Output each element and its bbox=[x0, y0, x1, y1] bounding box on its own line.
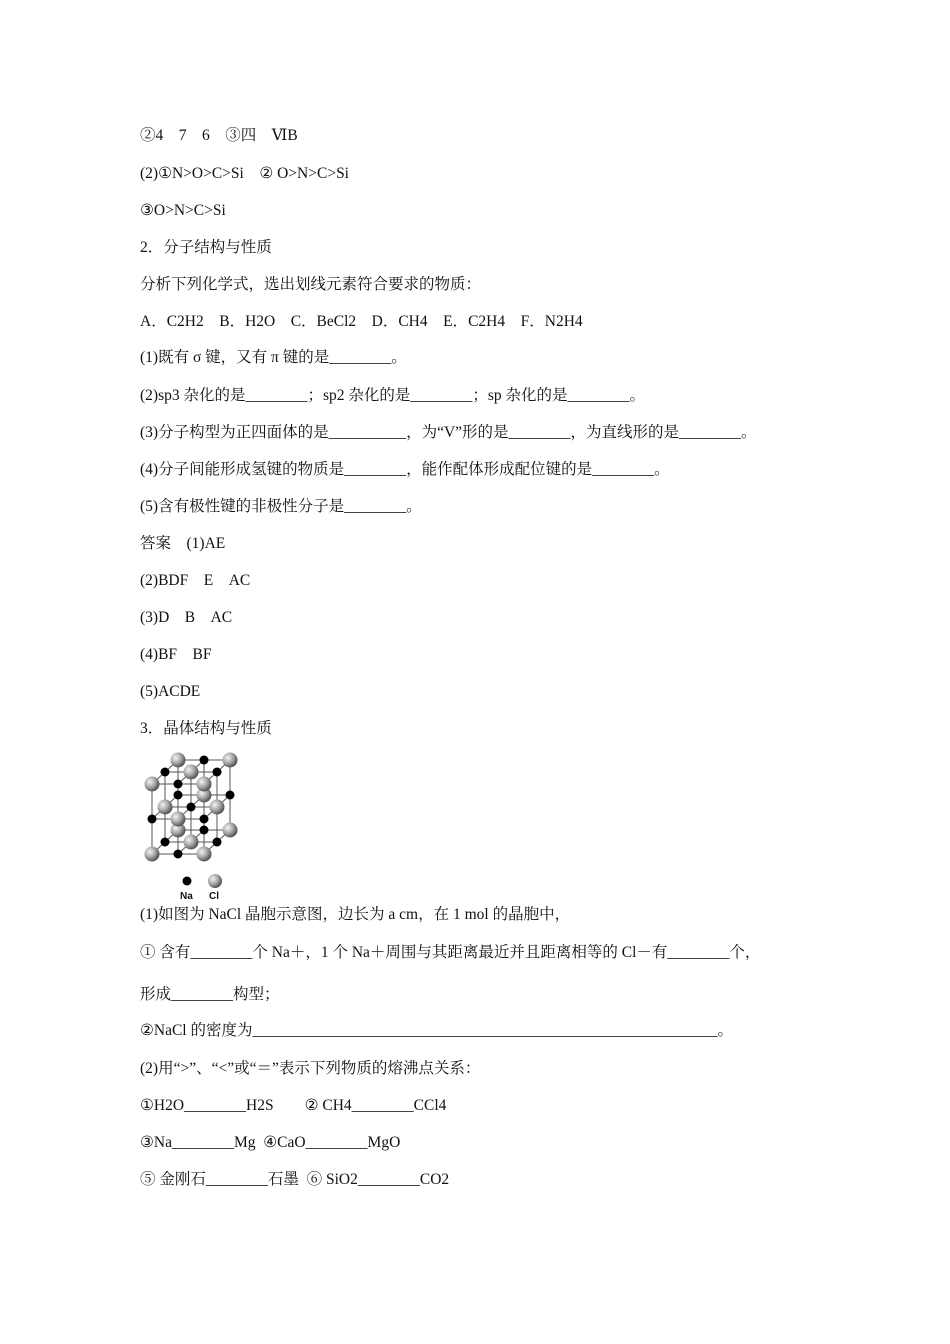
na-ion bbox=[174, 780, 183, 789]
cl-legend-icon bbox=[208, 874, 222, 888]
cl-ion bbox=[223, 753, 238, 768]
legend-cl-label: Cl bbox=[209, 891, 219, 902]
line-4: 分析下列化学式，选出划线元素符合要求的物质： bbox=[140, 276, 482, 293]
na-ion bbox=[213, 768, 222, 777]
question-1: (1)既有 σ 键，又有 π 键的是________。 bbox=[140, 349, 407, 366]
na-ion bbox=[174, 791, 183, 800]
crystal-q1-a-cont: 形成________构型； bbox=[140, 986, 280, 1003]
legend-symbols bbox=[178, 873, 238, 893]
na-ion bbox=[213, 838, 222, 847]
na-ion bbox=[200, 826, 209, 835]
cl-ion bbox=[197, 847, 212, 862]
na-ion bbox=[161, 838, 170, 847]
na-ion bbox=[161, 768, 170, 777]
line-1: (2)①N>O>C>Si ② O>N>C>Si bbox=[140, 165, 349, 182]
crystal-q1-b: ②NaCl 的密度为____________________________________________________________。 bbox=[140, 1022, 733, 1039]
cl-ion bbox=[145, 777, 160, 792]
cl-ion bbox=[171, 753, 186, 768]
na-legend-icon bbox=[183, 877, 192, 886]
section-heading: 2．分子结构与性质 bbox=[140, 239, 272, 256]
na-ion bbox=[200, 756, 209, 765]
answer-2: (2)BDF E AC bbox=[140, 572, 251, 589]
question-5: (5)含有极性键的非极性分子是________。 bbox=[140, 498, 422, 515]
nacl-crystal-figure bbox=[140, 748, 280, 888]
crystal-q2-1: ①H2O________H2S ② CH4________CCl4 bbox=[140, 1097, 447, 1114]
crystal-q2-3: ⑤ 金刚石________石墨 ⑥ SiO2________CO2 bbox=[140, 1171, 450, 1188]
question-4: (4)分子间能形成氢键的物质是________，能作配体形成配位键的是________。 bbox=[140, 461, 670, 478]
answer-line: 答案 (1)AE bbox=[140, 535, 226, 552]
line-5: A．C2H2 B．H2O C．BeCl2 D．CH4 E．C2H4 F．N2H4 bbox=[140, 313, 583, 330]
cl-ion bbox=[184, 765, 199, 780]
crystal-q1: (1)如图为 NaCl 晶胞示意图，边长为 a cm，在 1 mol 的晶胞中， bbox=[140, 906, 571, 923]
line-0: ②4 7 6 ③四 ⅥB bbox=[140, 127, 298, 144]
cl-ion bbox=[145, 847, 160, 862]
cl-ion bbox=[158, 800, 173, 815]
cl-ion bbox=[184, 835, 199, 850]
cl-ion bbox=[223, 823, 238, 838]
cl-ion bbox=[210, 800, 225, 815]
na-ion bbox=[174, 850, 183, 859]
line-2: ③O>N>C>Si bbox=[140, 202, 226, 219]
na-ion bbox=[200, 815, 209, 824]
question-2: (2)sp3 杂化的是________；sp2 杂化的是________；sp 杂化的是________。 bbox=[140, 387, 646, 404]
na-ion bbox=[187, 803, 196, 812]
answer-4: (4)BF BF bbox=[140, 646, 212, 663]
crystal-q2-2: ③Na________Mg ④CaO________MgO bbox=[140, 1134, 401, 1151]
question-3: (3)分子构型为正四面体的是__________，为“V”形的是________，为直线形的是________。 bbox=[140, 424, 757, 441]
legend-na-label: Na bbox=[180, 891, 193, 902]
cl-ion bbox=[197, 777, 212, 792]
crystal-q2: (2)用“>”、“<”或“＝”表示下列物质的熔沸点关系： bbox=[140, 1060, 481, 1077]
answer-3: (3)D B AC bbox=[140, 609, 233, 626]
na-ion bbox=[148, 815, 157, 824]
answer-5: (5)ACDE bbox=[140, 683, 201, 700]
crystal-q1-a: ① 含有________个 Na＋，1 个 Na＋周围与其距离最近并且距离相等的 Cl－有________个， bbox=[140, 944, 761, 961]
cl-ion bbox=[171, 812, 186, 827]
na-ion bbox=[226, 791, 235, 800]
section-heading-3: 3．晶体结构与性质 bbox=[140, 720, 272, 737]
